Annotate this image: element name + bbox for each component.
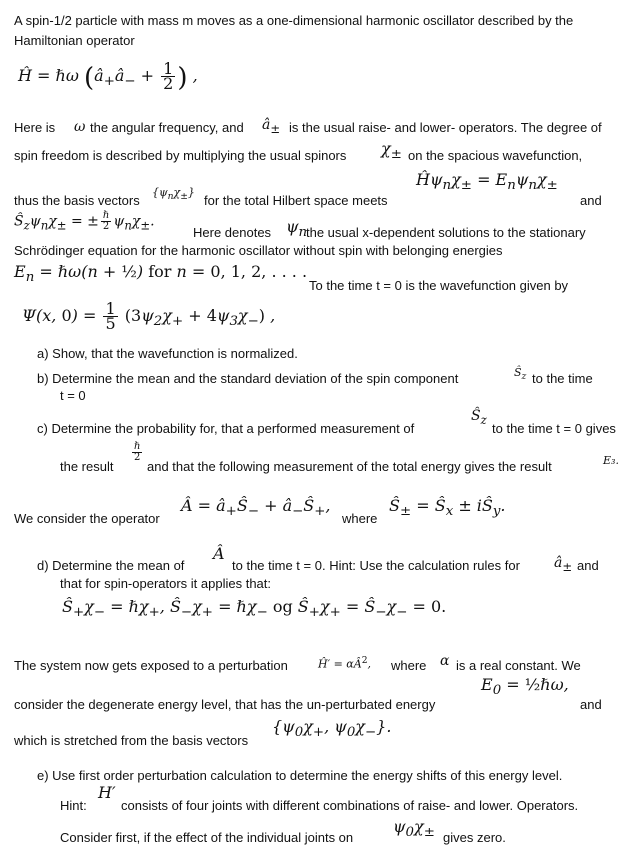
question-e-hint-label: Hint: [60, 798, 87, 813]
here-denotes-text-1: Here denotes [193, 225, 272, 240]
sz-equation: $Ŝ_z\psi_n\chi_\pm$ = ± $\frac{\text{ℏ}}{2}$ $\psi_n\chi_\pm$. [14, 210, 155, 233]
schrodinger-text: Schrödinger equation for the harmonic oscillator without spin with belonging energies [14, 243, 503, 258]
here-is-text-2: the angular frequency, and [90, 120, 244, 135]
sz-symbol-c: $Ŝ_z$ [471, 408, 487, 427]
here-is-text-3: is the usual raise- and lower- operators. The degree of [289, 120, 602, 135]
question-e-text-4: Consider first, if the effect of the individual joints on [60, 830, 354, 845]
question-e-text-5: gives zero. [443, 830, 506, 845]
e0-equation: $E_0$ = ½ℏω, [481, 675, 569, 699]
and-text-2: and [580, 697, 602, 712]
question-d-text-2: to the time t = 0. Hint: Use the calculation rules for [232, 558, 520, 573]
question-c-text-2: to the time t = 0 gives [492, 421, 616, 436]
hbar-half-symbol: $\frac{\text{ℏ}}{2}$ [134, 441, 141, 463]
question-b-text-2: to the time [532, 371, 593, 386]
question-c-text-3: the result [60, 459, 114, 474]
thus-text-2: for the total Hilbert space meets [204, 193, 388, 208]
basis-vectors-equation: {$\psi_0\chi_+$, $\psi_0\chi_-$}. [272, 717, 392, 741]
question-d-text-4: that for spin-operators it applies that: [60, 576, 272, 591]
psi0-chi-symbol: $\psi_0\chi_\pm$ [393, 817, 435, 841]
and-text-1: and [580, 193, 602, 208]
where-text-1: where [342, 511, 378, 526]
question-b-text-1: b) Determine the mean and the standard deviation of the spin component [37, 371, 459, 386]
here-is-text-1: Here is [14, 120, 56, 135]
chi-pm-symbol: $\chi_\pm$ [381, 139, 402, 163]
omega-symbol: ω [74, 119, 86, 135]
a-pm-symbol: $â_\pm$ [262, 117, 281, 136]
question-b-text-3: t = 0 [60, 388, 86, 403]
wavefunction-equation: Ψ(x, 0) = $\frac{1}{5}$ $(3\psi_2\chi_+ + 4\psi_3\chi_-)$ , [22, 299, 276, 333]
question-c-text-1: c) Determine the probability for, that a performed measurement of [37, 421, 415, 436]
question-d-text-3: and [577, 558, 599, 573]
consider-operator-text: We consider the operator [14, 511, 160, 526]
psi-n-symbol: $\psi_n$ [286, 217, 308, 241]
h-prime-symbol: H′ [98, 783, 116, 802]
spin-text-1: spin freedom is described by multiplying the usual spinors [14, 148, 347, 163]
eigen-equation: $Ĥ\psi_n\chi_\pm = E_n\psi_n\chi_\pm$ [416, 170, 558, 194]
stretched-text: which is stretched from the basis vectors [14, 733, 249, 748]
question-c-text-4: and that the following measurement of the total energy gives the result [147, 459, 552, 474]
s-pm-equation: $Ŝ_\pm$ = $Ŝ_x$ ± $iŜ_y$. [389, 496, 506, 520]
thus-text-1: thus the basis vectors [14, 193, 140, 208]
here-denotes-text-2: the usual x-dependent solutions to the stationary [306, 225, 586, 240]
perturbation-text-2: is a real constant. We [456, 658, 581, 673]
a-hat-symbol: Â [213, 544, 225, 563]
question-a: a) Show, that the wavefunction is normalized. [37, 346, 298, 361]
degenerate-text: consider the degenerate energy level, that has the un-perturbated energy [14, 697, 436, 712]
alpha-symbol: α [440, 653, 450, 669]
question-e-text-3: consists of four joints with different combinations of raise- and lower. Operators. [121, 798, 579, 813]
spin-rules-equation: $Ŝ_+\chi_-$ = ℏχ$_+$, $Ŝ_-\chi_+$ = ℏχ$_-$ og $Ŝ_+\chi_+$ = $Ŝ_-\chi_- = 0$. [62, 597, 447, 621]
perturbation-equation: Ĥ′ = $\alpha Â^2$, [318, 655, 372, 671]
intro-line-1: A spin-1/2 particle with mass m moves as a one-dimensional harmonic oscillator described by the [14, 13, 574, 28]
hamiltonian-equation: Ĥ = ℏω ($â_+â_-$ + $\frac{1}{2}$ ) , [18, 59, 198, 93]
basis-vectors-symbol: $\{\psi_n\chi_\pm\}$ [152, 186, 195, 203]
a-pm-symbol-d: $â_\pm$ [554, 555, 573, 574]
operator-a-equation: Â = $â_+Ŝ_-$ + $â_-Ŝ_+$, [181, 496, 331, 520]
question-e-text-1: e) Use first order perturbation calculation to determine the energy shifts of this energy level. [37, 768, 563, 783]
intro-line-2: Hamiltonian operator [14, 33, 135, 48]
perturbation-text-1: The system now gets exposed to a perturbation [14, 658, 288, 673]
e3-symbol: E₃. [603, 454, 619, 467]
sz-symbol-b: $Ŝ_z$ [514, 366, 527, 383]
time-zero-text: To the time t = 0 is the wavefunction given by [309, 278, 569, 293]
where-text-2: where [391, 658, 427, 673]
energy-equation: $E_n$ = ℏω(n + ½) for n = 0, 1, 2, . . . . [14, 262, 308, 286]
question-d-text-1: d) Determine the mean of [37, 558, 185, 573]
spin-text-2: on the spacious wavefunction, [408, 148, 583, 163]
